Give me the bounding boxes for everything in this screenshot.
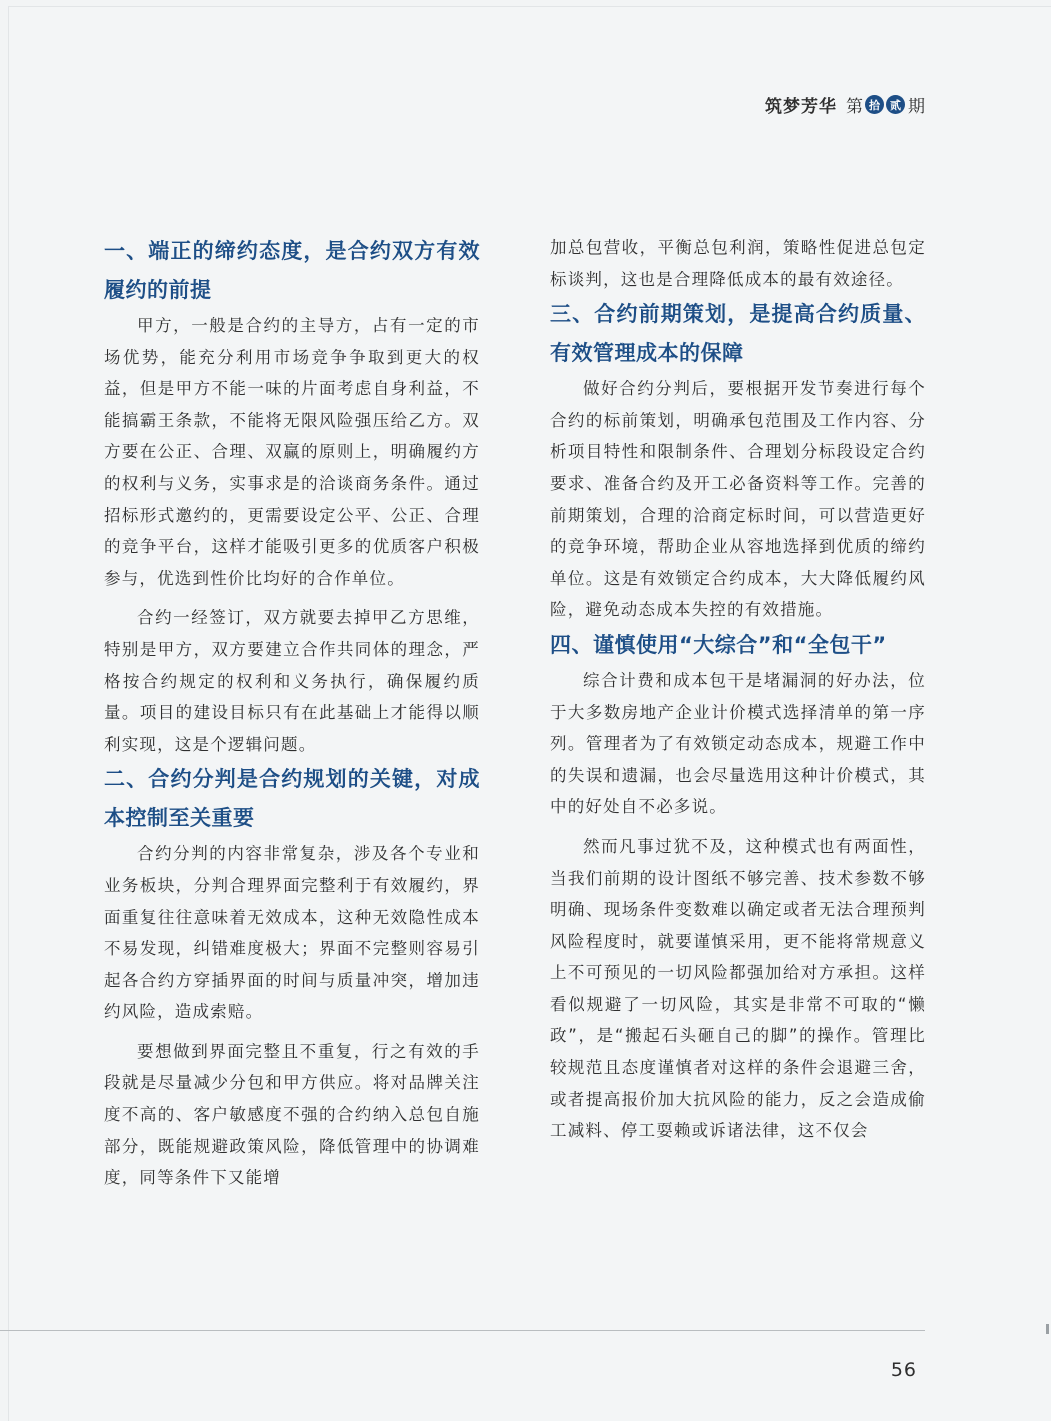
right-column	[550, 232, 926, 1147]
issue-badge-2: 贰	[886, 95, 905, 114]
running-header	[765, 92, 926, 117]
left-column	[104, 232, 480, 1194]
section-heading-2: 二、合约分判是合约规划的关键，对成本控制至关重要	[104, 767, 480, 831]
section-heading-3: 三、合约前期策划，是提高合约质量、有效管理成本的保障	[550, 302, 926, 366]
paragraph: 甲方，一般是合约的主导方，占有一定的市场优势，能充分利用市场竞争争取到更大的权益，但是甲方不能一味的片面考虑自身利益，不能搞霸王条款，不能将无限风险强压给乙方。双方要在公正、合理、双赢的原则上，明确履约方的权利与义务，实事求是的洽谈商务条件。通过招标形式邀约的，更需要设定公平、公正、合理的竞争平台，这样才能吸引更多的优质客户积极参与，优选到性价比均好的合作单位。	[104, 316, 480, 588]
section-heading-4: 四、谨慎使用“大综合”和“全包干”	[550, 632, 887, 657]
paragraph-continued: 加总包营收，平衡总包利润，策略性促进总包定标谈判，这也是合理降低成本的最有效途径。	[550, 238, 926, 289]
issue-suffix: 期	[908, 97, 926, 117]
issue-badge-1: 拾	[865, 95, 884, 114]
paragraph: 合约分判的内容非常复杂，涉及各个专业和业务板块，分判合理界面完整利于有效履约，界面重复往往意味着无效成本，这种无效隐性成本不易发现，纠错难度极大；界面不完整则容易引起各合约方穿插界面的时间与质量冲突，增加违约风险，造成索赔。	[104, 844, 480, 1022]
paragraph: 合约一经签订，双方就要去掉甲乙方思维，特别是甲方，双方要建立合作共同体的理念，严格按合约规定的权利和义务执行，确保履约质量。项目的建设目标只有在此基础上才能得以顺利实现，这是个逻辑问题。	[104, 608, 480, 754]
issue-prefix: 第	[846, 97, 864, 117]
footer-rule	[0, 1330, 925, 1331]
page-number: 56	[890, 1359, 917, 1381]
paragraph: 然而凡事过犹不及，这种模式也有两面性，当我们前期的设计图纸不够完善、技术参数不够明确、现场条件变数难以确定或者无法合理预判风险程度时，就要谨慎采用，更不能将常规意义上不可预见的一切风险都强加给对方承担。这样看似规避了一切风险，其实是非常不可取的“懒政”，是“搬起石头砸自己的脚”的操作。管理比较规范且态度谨慎者对这样的条件会退避三舍，或者提高报价加大抗风险的能力，反之会造成偷工减料、停工耍赖或诉诸法律，这不仅会	[550, 836, 926, 1141]
paragraph: 综合计费和成本包干是堵漏洞的好办法，位于大多数房地产企业计价模式选择清单的第一序列。管理者为了有效锁定动态成本，规避工作中的失误和遗漏，也会尽量选用这种计价模式，其中的好处自不必多说。	[550, 670, 926, 817]
paragraph: 要想做到界面完整且不重复，行之有效的手段就是尽量减少分包和甲方供应。将对品牌关注度不高的、客户敏感度不强的合约纳入总包自施部分，既能规避政策风险，降低管理中的协调难度，同等条件下又能增	[104, 1041, 480, 1188]
magazine-title: 筑梦芳华	[765, 97, 837, 117]
section-heading-1: 一、端正的缔约态度，是合约双方有效履约的前提	[104, 239, 480, 302]
paragraph: 做好合约分判后，要根据开发节奏进行每个合约的标前策划，明确承包范围及工作内容、分析项目特性和限制条件、合理划分标段设定合约要求、准备合约及开工必备资料等工作。完善的前期策划，合理的洽商定标时间，可以营造更好的竞争环境，帮助企业从容地选择到优质的缔约单位。这是有效锁定合约成本，大大降低履约风险，避免动态成本失控的有效措施。	[550, 379, 926, 620]
edge-mark	[1046, 1324, 1049, 1334]
